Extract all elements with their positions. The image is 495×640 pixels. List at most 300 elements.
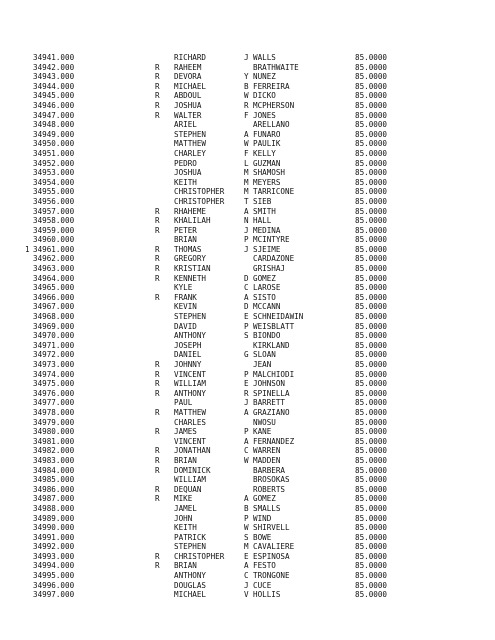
table-row	[0, 485, 495, 495]
score: 85.0000	[355, 216, 388, 226]
middle-initial: A	[244, 494, 249, 504]
status-flag: R	[155, 110, 160, 120]
table-row	[0, 197, 495, 207]
table-row	[0, 581, 495, 591]
status-flag: R	[155, 216, 160, 226]
first-name: CHARLEY	[174, 148, 207, 158]
first-name: KEVIN	[174, 302, 197, 312]
last-name: NUNEZ	[253, 72, 276, 82]
middle-initial: R	[244, 100, 249, 110]
first-name: ANTHONY	[174, 331, 207, 341]
score: 85.0000	[355, 446, 388, 456]
record-number: 34982.000	[33, 446, 75, 456]
middle-initial: E	[244, 312, 249, 322]
middle-initial: W	[244, 455, 249, 465]
record-number: 34973.000	[33, 360, 75, 369]
table-row	[0, 101, 495, 111]
first-name: JOHN	[174, 513, 193, 523]
record-number: 34946.000	[33, 100, 75, 110]
table-row	[0, 350, 495, 360]
first-name: STEPHEN	[174, 129, 207, 139]
table-row	[0, 552, 495, 562]
first-name: JAMES	[174, 427, 197, 437]
table-row	[0, 264, 495, 274]
score: 85.0000	[355, 292, 388, 302]
first-name: FRANK	[174, 292, 197, 302]
middle-initial: W	[244, 91, 249, 101]
first-name: JONATHAN	[174, 446, 211, 456]
record-number: 34979.000	[33, 417, 75, 427]
table-row	[0, 187, 495, 197]
middle-initial: M	[244, 187, 249, 197]
record-number: 34983.000	[33, 455, 75, 465]
middle-initial: P	[244, 427, 249, 437]
last-name: SHAMOSH	[253, 168, 286, 178]
score: 85.0000	[355, 455, 388, 465]
record-number: 34958.000	[33, 216, 75, 226]
record-number: 34941.000	[33, 53, 75, 62]
last-name: SLOAN	[253, 350, 276, 360]
row-marker: 1	[25, 244, 30, 254]
middle-initial: C	[244, 571, 249, 581]
last-name: SCHNEIDAWIN	[253, 312, 304, 322]
last-name: SMALLS	[253, 503, 281, 513]
table-row	[0, 72, 495, 82]
status-flag: R	[155, 81, 160, 91]
record-number: 34991.000	[33, 532, 75, 542]
last-name: BRATHWAITE	[253, 62, 299, 72]
record-number: 34976.000	[33, 388, 75, 398]
middle-initial: A	[244, 407, 249, 417]
middle-initial: B	[244, 81, 249, 91]
record-number: 34996.000	[33, 580, 75, 590]
table-row	[0, 53, 495, 63]
first-name: PETER	[174, 225, 197, 235]
table-row	[0, 168, 495, 178]
score: 85.0000	[355, 321, 388, 331]
table-row	[0, 446, 495, 456]
status-flag: R	[155, 292, 160, 302]
last-name: FESTO	[253, 561, 276, 571]
record-number: 34948.000	[33, 120, 75, 130]
score: 85.0000	[355, 264, 388, 274]
middle-initial: R	[244, 388, 249, 398]
score: 85.0000	[355, 206, 388, 216]
first-name: KHALILAH	[174, 216, 211, 226]
middle-initial: S	[244, 331, 249, 341]
middle-initial: A	[244, 561, 249, 571]
score: 85.0000	[355, 283, 388, 293]
table-row	[0, 120, 495, 130]
score: 85.0000	[355, 196, 388, 206]
score: 85.0000	[355, 475, 388, 485]
first-name: JOSHUA	[174, 168, 202, 178]
score: 85.0000	[355, 523, 388, 533]
table-row	[0, 207, 495, 217]
table-row	[0, 475, 495, 485]
score: 85.0000	[355, 513, 388, 523]
score: 85.0000	[355, 81, 388, 91]
first-name: PEDRO	[174, 158, 197, 168]
middle-initial: J	[244, 580, 249, 590]
middle-initial: N	[244, 216, 249, 226]
record-number: 34994.000	[33, 561, 75, 571]
status-flag: R	[155, 254, 160, 264]
score: 85.0000	[355, 139, 388, 149]
middle-initial: M	[244, 542, 249, 552]
score: 85.0000	[355, 571, 388, 581]
record-number: 34942.000	[33, 62, 75, 72]
last-name: MEYERS	[253, 177, 281, 187]
table-row	[0, 235, 495, 245]
score: 85.0000	[355, 302, 388, 312]
score: 85.0000	[355, 168, 388, 178]
middle-initial: S	[244, 532, 249, 542]
table-row	[0, 254, 495, 264]
record-number: 34988.000	[33, 503, 75, 513]
first-name: ANTHONY	[174, 388, 207, 398]
record-number: 34997.000	[33, 590, 75, 600]
last-name: FERREIRA	[253, 81, 290, 91]
record-number: 34977.000	[33, 398, 75, 408]
last-name: TRONGONE	[253, 571, 290, 581]
score: 85.0000	[355, 494, 388, 504]
first-name: MATTHEW	[174, 139, 207, 149]
record-number: 34947.000	[33, 110, 75, 120]
record-number: 34965.000	[33, 283, 75, 293]
table-row	[0, 139, 495, 149]
score: 85.0000	[355, 360, 388, 369]
first-name: BRIAN	[174, 561, 197, 571]
middle-initial: E	[244, 379, 249, 389]
record-number: 34944.000	[33, 81, 75, 91]
record-number: 34992.000	[33, 542, 75, 552]
table-row	[0, 322, 495, 332]
first-name: DANIEL	[174, 350, 202, 360]
status-flag: R	[155, 72, 160, 82]
status-flag: R	[155, 455, 160, 465]
record-number: 34995.000	[33, 571, 75, 581]
status-flag: R	[155, 446, 160, 456]
first-name: DEVORA	[174, 72, 202, 82]
first-name: WILLIAM	[174, 379, 207, 389]
score: 85.0000	[355, 177, 388, 187]
first-name: VINCENT	[174, 436, 207, 446]
last-name: GRISHAJ	[253, 264, 286, 274]
last-name: MCCANN	[253, 302, 281, 312]
table-row	[0, 456, 495, 466]
first-name: BRIAN	[174, 455, 197, 465]
score: 85.0000	[355, 100, 388, 110]
listing-page	[0, 53, 495, 600]
last-name: HOLLIS	[253, 590, 281, 600]
first-name: JOSHUA	[174, 100, 202, 110]
table-row	[0, 178, 495, 188]
table-row	[0, 216, 495, 226]
record-number: 34972.000	[33, 350, 75, 360]
table-row	[0, 331, 495, 341]
table-row	[0, 561, 495, 571]
score: 85.0000	[355, 148, 388, 158]
last-name: FUNARO	[253, 129, 281, 139]
middle-initial: A	[244, 206, 249, 216]
last-name: BOWE	[253, 532, 272, 542]
middle-initial: A	[244, 292, 249, 302]
first-name: DOUGLAS	[174, 580, 207, 590]
score: 85.0000	[355, 225, 388, 235]
last-name: BROSOKAS	[253, 475, 290, 485]
table-row	[0, 283, 495, 293]
record-number: 34943.000	[33, 72, 75, 82]
last-name: JONES	[253, 110, 276, 120]
last-name: HALL	[253, 216, 272, 226]
table-row	[0, 149, 495, 159]
record-number: 34952.000	[33, 158, 75, 168]
table-row	[0, 274, 495, 284]
score: 85.0000	[355, 235, 388, 245]
record-number: 34980.000	[33, 427, 75, 437]
score: 85.0000	[355, 254, 388, 264]
table-row	[0, 341, 495, 351]
last-name: SHIRVELL	[253, 523, 290, 533]
middle-initial: B	[244, 503, 249, 513]
record-number: 34962.000	[33, 254, 75, 264]
table-row	[0, 437, 495, 447]
first-name: JOHNNY	[174, 360, 202, 369]
middle-initial: P	[244, 321, 249, 331]
middle-initial: Y	[244, 72, 249, 82]
score: 85.0000	[355, 590, 388, 600]
middle-initial: G	[244, 350, 249, 360]
last-name: GOMEZ	[253, 273, 276, 283]
first-name: KYLE	[174, 283, 193, 293]
last-name: NWOSU	[253, 417, 276, 427]
table-row	[0, 226, 495, 236]
last-name: WEISBLATT	[253, 321, 295, 331]
first-name: PATRICK	[174, 532, 207, 542]
table-row	[0, 370, 495, 380]
record-number: 34969.000	[33, 321, 75, 331]
first-name: KEITH	[174, 523, 197, 533]
score: 85.0000	[355, 580, 388, 590]
last-name: KANE	[253, 427, 272, 437]
middle-initial: C	[244, 283, 249, 293]
table-row	[0, 379, 495, 389]
last-name: ESPINOSA	[253, 551, 290, 561]
status-flag: R	[155, 379, 160, 389]
score: 85.0000	[355, 312, 388, 322]
score: 85.0000	[355, 120, 388, 130]
table-row	[0, 494, 495, 504]
record-number: 34966.000	[33, 292, 75, 302]
last-name: MEDINA	[253, 225, 281, 235]
record-number: 34959.000	[33, 225, 75, 235]
score: 85.0000	[355, 273, 388, 283]
first-name: GREGORY	[174, 254, 207, 264]
first-name: CHRISTOPHER	[174, 196, 225, 206]
score: 85.0000	[355, 398, 388, 408]
score: 85.0000	[355, 91, 388, 101]
last-name: MCINTYRE	[253, 235, 290, 245]
last-name: BARBERA	[253, 465, 286, 475]
record-number: 34963.000	[33, 264, 75, 274]
last-name: KELLY	[253, 148, 276, 158]
first-name: DAVID	[174, 321, 197, 331]
table-row	[0, 302, 495, 312]
last-name: GOMEZ	[253, 494, 276, 504]
middle-initial: W	[244, 523, 249, 533]
record-number: 34971.000	[33, 340, 75, 350]
last-name: BIONDO	[253, 331, 281, 341]
first-name: KEITH	[174, 177, 197, 187]
middle-initial: F	[244, 148, 249, 158]
table-row	[0, 418, 495, 428]
last-name: MCPHERSON	[253, 100, 295, 110]
last-name: KIRKLAND	[253, 340, 290, 350]
status-flag: R	[155, 91, 160, 101]
middle-initial: A	[244, 436, 249, 446]
table-row	[0, 91, 495, 101]
table-row	[0, 523, 495, 533]
first-name: STEPHEN	[174, 312, 207, 322]
score: 85.0000	[355, 331, 388, 341]
last-name: SISTO	[253, 292, 276, 302]
status-flag: R	[155, 484, 160, 494]
last-name: CUCE	[253, 580, 272, 590]
record-number: 34957.000	[33, 206, 75, 216]
status-flag: R	[155, 551, 160, 561]
score: 85.0000	[355, 244, 388, 254]
status-flag: R	[155, 360, 160, 369]
status-flag: R	[155, 465, 160, 475]
first-name: CHRISTOPHER	[174, 551, 225, 561]
record-number: 34953.000	[33, 168, 75, 178]
middle-initial: P	[244, 369, 249, 379]
last-name: WALLS	[253, 53, 276, 62]
record-number: 34961.000	[33, 244, 75, 254]
record-number: 34970.000	[33, 331, 75, 341]
score: 85.0000	[355, 465, 388, 475]
first-name: JAMEL	[174, 503, 197, 513]
first-name: MICHAEL	[174, 590, 207, 600]
middle-initial: J	[244, 53, 249, 62]
middle-initial: E	[244, 551, 249, 561]
score: 85.0000	[355, 379, 388, 389]
first-name: STEPHEN	[174, 542, 207, 552]
last-name: GRAZIANO	[253, 407, 290, 417]
score: 85.0000	[355, 542, 388, 552]
record-number: 34990.000	[33, 523, 75, 533]
status-flag: R	[155, 273, 160, 283]
record-number: 34950.000	[33, 139, 75, 149]
status-flag: R	[155, 407, 160, 417]
middle-initial: M	[244, 168, 249, 178]
table-row	[0, 389, 495, 399]
last-name: SIEB	[253, 196, 272, 206]
score: 85.0000	[355, 369, 388, 379]
record-number: 34964.000	[33, 273, 75, 283]
score: 85.0000	[355, 532, 388, 542]
last-name: SPINELLA	[253, 388, 290, 398]
first-name: MATTHEW	[174, 407, 207, 417]
middle-initial: P	[244, 513, 249, 523]
last-name: GUZMAN	[253, 158, 281, 168]
first-name: WALTER	[174, 110, 202, 120]
table-row	[0, 63, 495, 73]
table-row	[0, 111, 495, 121]
record-number: 34967.000	[33, 302, 75, 312]
first-name: ANTHONY	[174, 571, 207, 581]
last-name: CARDAZONE	[253, 254, 295, 264]
record-number: 34993.000	[33, 551, 75, 561]
first-name: JOSEPH	[174, 340, 202, 350]
table-row	[0, 514, 495, 524]
score: 85.0000	[355, 561, 388, 571]
status-flag: R	[155, 427, 160, 437]
last-name: FERNANDEZ	[253, 436, 295, 446]
last-name: CAVALIERE	[253, 542, 295, 552]
last-name: ROBERTS	[253, 484, 286, 494]
score: 85.0000	[355, 158, 388, 168]
score: 85.0000	[355, 436, 388, 446]
first-name: RAHEEM	[174, 62, 202, 72]
score: 85.0000	[355, 417, 388, 427]
status-flag: R	[155, 206, 160, 216]
table-row	[0, 130, 495, 140]
status-flag: R	[155, 494, 160, 504]
middle-initial: D	[244, 302, 249, 312]
record-number: 34975.000	[33, 379, 75, 389]
middle-initial: V	[244, 590, 249, 600]
record-number: 34978.000	[33, 407, 75, 417]
first-name: BRIAN	[174, 235, 197, 245]
record-number: 34985.000	[33, 475, 75, 485]
record-number: 34960.000	[33, 235, 75, 245]
status-flag: R	[155, 100, 160, 110]
middle-initial: J	[244, 225, 249, 235]
first-name: WILLIAM	[174, 475, 207, 485]
first-name: KRISTIAN	[174, 264, 211, 274]
score: 85.0000	[355, 62, 388, 72]
score: 85.0000	[355, 407, 388, 417]
table-row	[0, 293, 495, 303]
last-name: WIND	[253, 513, 272, 523]
middle-initial: F	[244, 110, 249, 120]
last-name: DICKO	[253, 91, 276, 101]
record-number: 34951.000	[33, 148, 75, 158]
record-number: 34981.000	[33, 436, 75, 446]
record-number: 34989.000	[33, 513, 75, 523]
table-row	[0, 360, 495, 370]
last-name: LAROSE	[253, 283, 281, 293]
record-number: 34986.000	[33, 484, 75, 494]
status-flag: R	[155, 244, 160, 254]
first-name: DOMINICK	[174, 465, 211, 475]
table-row	[0, 398, 495, 408]
score: 85.0000	[355, 72, 388, 82]
table-row	[0, 312, 495, 322]
score: 85.0000	[355, 129, 388, 139]
score: 85.0000	[355, 187, 388, 197]
table-row	[0, 571, 495, 581]
status-flag: R	[155, 225, 160, 235]
score: 85.0000	[355, 388, 388, 398]
last-name: MADDEN	[253, 455, 281, 465]
first-name: VINCENT	[174, 369, 207, 379]
first-name: CHRISTOPHER	[174, 187, 225, 197]
record-number: 34987.000	[33, 494, 75, 504]
last-name: ARELLANO	[253, 120, 290, 130]
